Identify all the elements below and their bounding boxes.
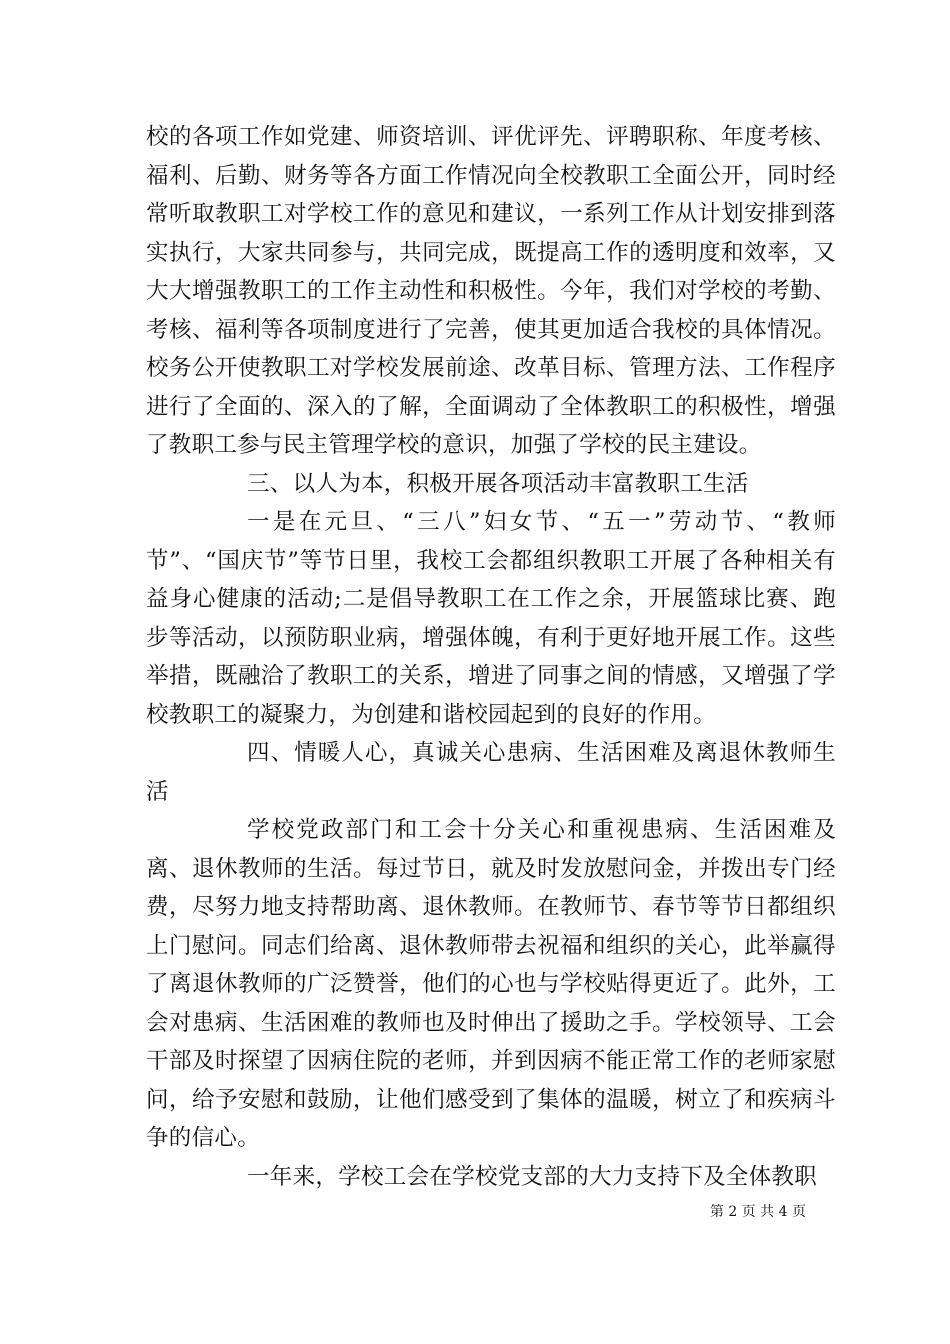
paragraph-summary-start: 一年来，学校工会在学校党支部的大力支持下及全体教职 xyxy=(247,1163,818,1190)
body-text xyxy=(146,118,836,1196)
page-number: 第 2 页 共 4 页 xyxy=(709,1204,806,1220)
section-heading-4: 四、情暖人心，真诚关心患病、生活困难及离退休教师生活 xyxy=(146,740,836,805)
paragraph-continuation: 校的各项工作如党建、师资培训、评优评先、评聘职称、年度考核、福利、后勤、财务等各方面工作情况向全校教职工全面公开，同时经常听取教职工对学校工作的意见和建议，一系列工作从计划安排到落实执行，大家共同参与，共同完成，既提高工作的透明度和效率，又大大增强教职工的工作主动性和积极性。今年，我们对学校的考勤、考核、福利等各项制度进行了完善，使其更加适合我校的具体情况。校务公开使教职工对学校发展前途、改革目标、管理方法、工作程序进行了全面的、深入的了解，全面调动了全体教职工的积极性，增强了教职工参与民主管理学校的意识，加强了学校的民主建设。 xyxy=(146,124,836,458)
paragraph-retired-teachers: 学校党政部门和工会十分关心和重视患病、生活困难及离、退休教师的生活。每过节日，就及时发放慰问金，并拨出专门经费，尽努力地支持帮助离、退休教师。在教师节、春节等节日都组织上门慰问。同志们给离、退休教师带去祝福和组织的关心，此举赢得了离退休教师的广泛赞誉，他们的心也与学校贴得更近了。此外，工会对患病、生活困难的教师也及时伸出了援助之手。学校领导、工会干部及时探望了因病住院的老师，并到因病不能正常工作的老师家慰问，给予安慰和鼓励，让他们感受到了集体的温暖，树立了和疾病斗争的信心。 xyxy=(146,817,836,1151)
section-heading-3: 三、以人为本，积极开展各项活动丰富教职工生活 xyxy=(247,470,749,497)
paragraph-activities: 一是在元旦、“三八”妇女节、“五一”劳动节、“教师节”、“国庆节”等节日里，我校工会都组织教职工开展了各种相关有益身心健康的活动;二是倡导教职工在工作之余，开展篮球比赛、跑步等活动，以预防职业病，增强体魄，有利于更好地开展工作。这些举措，既融洽了教职工的关系，增进了同事之间的情感，又增强了学校教职工的凝聚力，为创建和谐校园起到的良好的作用。 xyxy=(146,509,836,728)
